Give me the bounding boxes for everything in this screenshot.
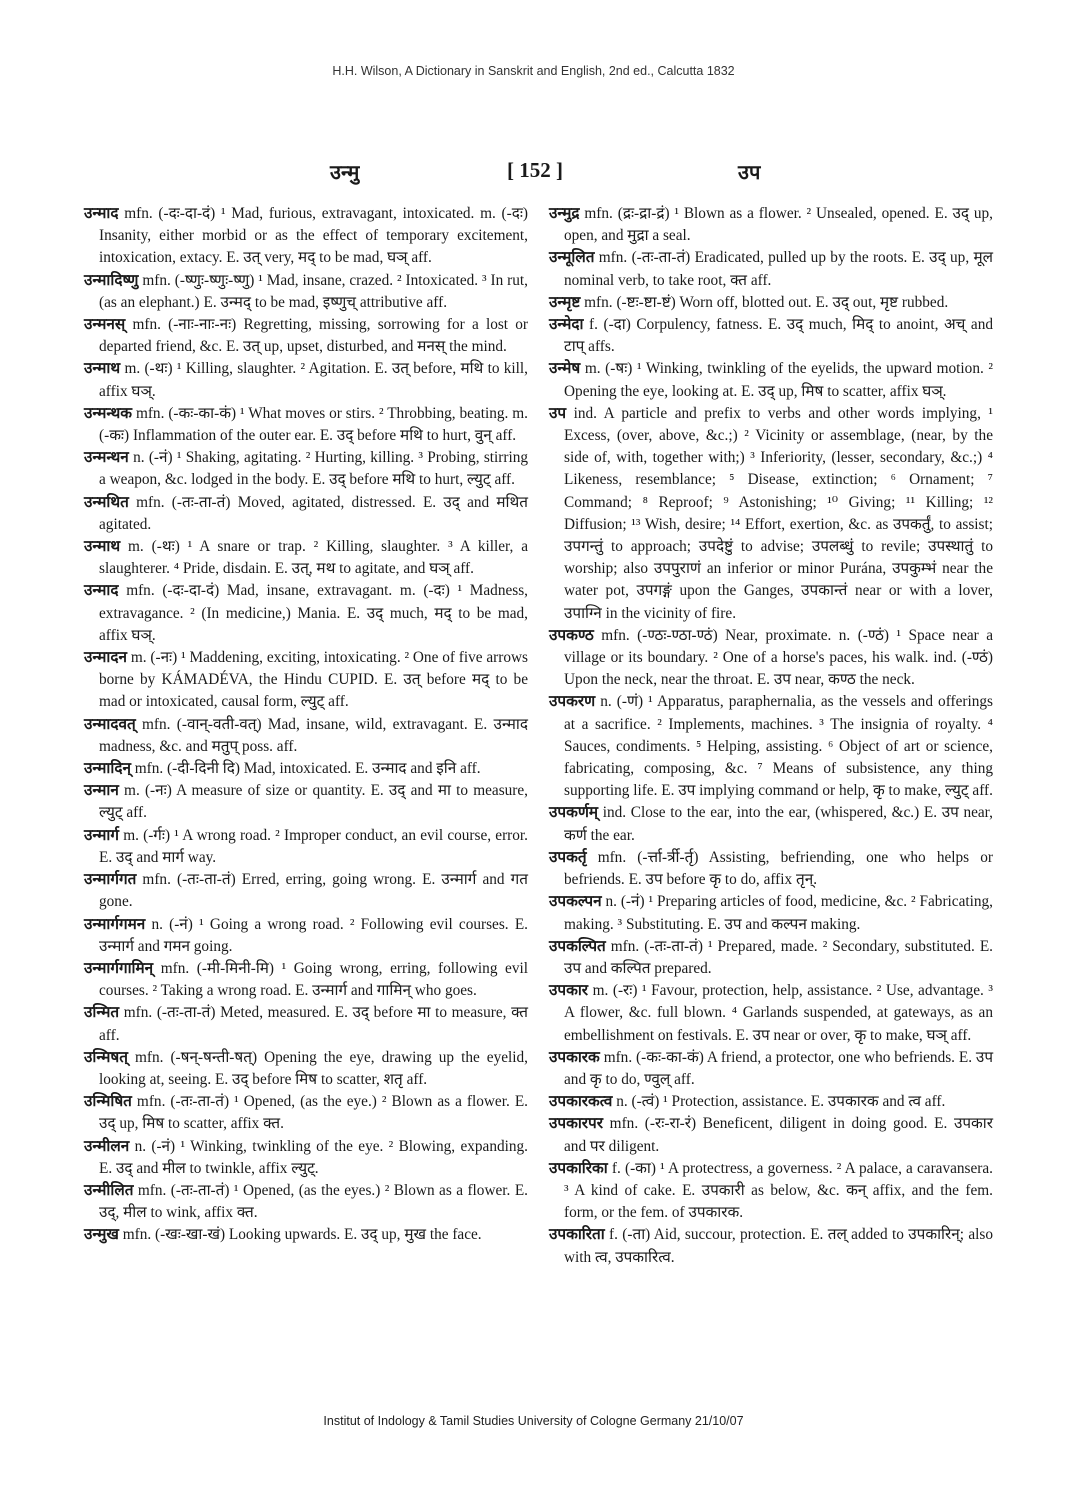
headword: उन्मेष bbox=[549, 360, 581, 378]
definition: mfn. (-तः-ता-तं) ¹ Opened, (as the eyes.) ² Blown as a flower. E. उद्, मील to wink, affix क्त. bbox=[99, 1181, 528, 1222]
definition: mfn. (-कः-का-कं) A friend, a protector, one who befriends. E. उप and कृ to do, ण्वुल् aff. bbox=[564, 1048, 994, 1088]
dictionary-entry bbox=[549, 292, 993, 314]
definition: f. (-का) ¹ A protectress, a governess. ² A palace, a caravansera. ³ A kind of cake. E. उपकारी as below, &c. कन् affix, and the fem. form, or the fem. of उपकारक. bbox=[564, 1159, 994, 1222]
dictionary-entry bbox=[84, 869, 528, 913]
dictionary-entry bbox=[84, 1180, 528, 1224]
headword: उन्मेदा bbox=[549, 316, 584, 334]
definition: n. (-नं) ¹ Preparing articles of food, medicine, &c. ² Fabricating, making. ³ Substituting. E. उप and कल्पन making. bbox=[564, 893, 993, 933]
headword: उन्माद bbox=[84, 582, 119, 600]
headword: उन्माद bbox=[84, 205, 119, 222]
definition: mfn. (-खः-खा-खं) Looking upwards. E. उद् up, मुख the face. bbox=[122, 1226, 482, 1244]
dictionary-entry bbox=[549, 1158, 993, 1225]
headword: उन्मृष्ट bbox=[549, 293, 581, 311]
dictionary-entry bbox=[549, 980, 993, 1047]
headword: उपकर्णम् bbox=[549, 804, 599, 822]
definition: m. (-नः) ¹ Maddening, exciting, intoxicating. ² One of five arrows borne by KÁMADÉVA, the Hindu CUPID. E. उत् before मद् to be mad or intoxicated, causal form, ल्युट् aff. bbox=[99, 649, 529, 711]
definition: n. (-नं) ¹ Shaking, agitating. ² Hurting, killing. ³ Probing, stirring a weapon, &c. lodged in the body. E. उद् before मथि to hurt, ल्युट् aff. bbox=[99, 449, 529, 489]
dictionary-entry bbox=[84, 536, 528, 580]
definition: mfn. (-नाः-नाः-नः) Regretting, missing, sorrowing for a lost or departed friend, &c. E. उत् up, upset, disturbed, and मनस् the mind. bbox=[99, 316, 529, 356]
dictionary-entry bbox=[84, 825, 528, 869]
headword: उन्मिषित bbox=[84, 1093, 132, 1111]
dictionary-entry bbox=[84, 314, 528, 358]
running-head-right: उप bbox=[738, 162, 761, 184]
headword: उपकारपर bbox=[549, 1115, 603, 1133]
headword: उपकल्पित bbox=[549, 937, 606, 955]
dictionary-entry bbox=[549, 203, 993, 247]
headword: उपकारिका bbox=[549, 1159, 608, 1177]
page-number: [ 152 ] bbox=[507, 158, 563, 182]
headword: उन्मथित bbox=[84, 493, 129, 511]
dictionary-entry bbox=[549, 625, 993, 692]
definition: mfn. (-तः-ता-तं) Meted, measured. E. उद् before मा to measure, क्त aff. bbox=[99, 1004, 528, 1044]
dictionary-entry bbox=[84, 758, 528, 780]
dictionary-entry bbox=[84, 780, 528, 824]
dictionary-entry bbox=[84, 580, 528, 647]
dictionary-entry bbox=[549, 691, 993, 802]
definition: mfn. (-कः-का-कं) ¹ What moves or stirs. ² Throbbing, beating. m. (-कः) Inflammation of the outer ear. E. उद् before मथि to hurt, वुन् aff. bbox=[99, 404, 529, 445]
dictionary-entry bbox=[549, 314, 993, 358]
dictionary-entry bbox=[84, 1136, 528, 1180]
dictionary-entry bbox=[549, 1224, 993, 1268]
headword: उन्मान bbox=[84, 782, 119, 800]
definition: n. (-नं) ¹ Going a wrong road. ² Following evil courses. E. उन्मार्ग and गमन going. bbox=[99, 915, 529, 955]
definition: ind. A particle and prefix to verbs and other words implying, ¹ Excess, (over, above, &c.;) ² Vicinity or assemblage, (near, by the side of, with, together with;) ³ Inferiority, (lesser, secondary, &c.;) ⁴ Likeness, resemblance; ⁵ Disease, extinction; ⁶ Ornament; ⁷ Command; ⁸ Reproof; ⁹ Astonishing; ¹⁰ Giving; ¹¹ Killing; ¹² Diffusion; ¹³ Wish, desire; ¹⁴ Effort, exertion, &c. as उपकर्तुं, to assist; उपगन्तुं to approach; उपदेष्टुं to advise; उपलब्धुं to revile; उपस्थातुं to worship; also उपपुराणं an inferior or minor Purána, उपकुम्भं near the water pot, उपगङ्गं upon the Ganges, उपकान्तं near or with a lover, उपाग्नि in the vicinity of fire. bbox=[564, 404, 994, 622]
headword: उन्मादिन् bbox=[84, 760, 131, 778]
dictionary-entry bbox=[84, 647, 528, 714]
definition: mfn. (-दः-दा-दं) ¹ Mad, furious, extravagant, intoxicated. m. (-दः) Insanity, either morbid or as the effect of temporary excitement, intoxication, extacy. E. उत् very, मद् to be mad, घञ् aff. bbox=[99, 205, 529, 267]
source-credit: H.H. Wilson, A Dictionary in Sanskrit and English, 2nd ed., Calcutta 1832 bbox=[332, 64, 735, 78]
definition: m. (-र्गः) ¹ A wrong road. ² Improper conduct, an evil course, error. E. उद् and मार्ग way. bbox=[99, 826, 528, 866]
headword: उन्माथ bbox=[84, 360, 121, 378]
dictionary-entry bbox=[84, 447, 528, 491]
dictionary-entry bbox=[84, 403, 528, 447]
definition: mfn. (-तः-ता-तं) Moved, agitated, distressed. E. उद् and मथित agitated. bbox=[99, 493, 528, 533]
headword: उन्मादिष्णु bbox=[84, 271, 139, 289]
dictionary-entry bbox=[549, 1091, 993, 1113]
right-column bbox=[549, 203, 993, 1269]
headword: उन्मादन bbox=[84, 649, 127, 667]
headword: उपकार bbox=[549, 982, 589, 1000]
definition: mfn. (-ण्ठः-ण्ठा-ण्ठं) Near, proximate. n. (-ण्ठं) ¹ Space near a village or its boundary. ² One of a horse's paces, his walk. ind. (-ण्ठं) Upon the neck, near the throat. E. उप near, कण्ठ the neck. bbox=[564, 626, 993, 689]
definition: mfn. (-तः-ता-तं) ¹ Prepared, made. ² Secondary, substituted. E. उप and कल्पित prepared. bbox=[564, 937, 993, 977]
dictionary-entry bbox=[549, 1113, 993, 1157]
definition: mfn. (-दः-दा-दं) Mad, insane, extravagant. m. (-दः) ¹ Madness, extravagance. ² (In medicine,) Mania. E. उद् much, मद् to be mad, affix घञ्. bbox=[99, 582, 528, 644]
definition: mfn. (-षन्-षन्ती-षत्) Opening the eye, drawing up the eyelid, looking at, seeing. E. उद् before मिष to scatter, शतृ aff. bbox=[99, 1048, 528, 1088]
headword: उन्मीलित bbox=[84, 1181, 134, 1199]
headword: उन्मनस् bbox=[84, 316, 126, 334]
definition: mfn. (-वान्-वती-वत्) Mad, insane, wild, extravagant. E. उन्माद madness, &c. and मतुप् poss. aff. bbox=[99, 715, 528, 755]
footer-credit: Institut of Indology & Tamil Studies University of Cologne Germany 21/10/07 bbox=[323, 1414, 744, 1428]
headword: उपकारकत्व bbox=[549, 1093, 613, 1111]
headword: उन्माथ bbox=[84, 538, 121, 556]
running-head-left: उन्मु bbox=[330, 162, 360, 184]
headword: उन्मार्गगत bbox=[84, 871, 137, 889]
definition: mfn. (द्रः-द्रा-द्रं) ¹ Blown as a flower. ² Unsealed, opened. E. उद् up, open, and मुद्रा a seal. bbox=[564, 205, 993, 245]
dictionary-entry bbox=[549, 403, 993, 625]
dictionary-entry bbox=[549, 1047, 993, 1091]
headword: उन्मुद्र bbox=[549, 205, 580, 222]
headword: उन्मार्गगामिन् bbox=[84, 959, 154, 977]
definition: n. (-णं) ¹ Apparatus, paraphernalia, as the vessels and offerings at a sacrifice. ² Implements, machines. ³ The insignia of royalty. ⁴ Sauces, condiments. ⁵ Helping, assisting. ⁶ Object of art or science, fabricating, composing, &c. ⁷ Means of subsistence, any thing supporting life. E. उप implying command or help, कृ to make, ल्युट् aff. bbox=[564, 693, 993, 800]
dictionary-entry bbox=[84, 914, 528, 958]
definition: mfn. (-ष्टः-ष्टा-ष्टं) Worn off, blotted out. E. उद् out, मृष्ट rubbed. bbox=[584, 293, 949, 311]
definition: mfn. (-र्त्ता-र्त्री-र्तृ) Assisting, befriending, one who helps or befriends. E. उप before कृ to do, affix तृन्. bbox=[564, 848, 993, 889]
headword: उन्मार्गगमन bbox=[84, 915, 146, 933]
dictionary-entry bbox=[549, 802, 993, 846]
definition: n. (-नं) ¹ Winking, twinkling of the eye. ² Blowing, expanding. E. उद् and मील to twinkle, affix ल्युट्. bbox=[99, 1137, 529, 1177]
dictionary-entry bbox=[84, 203, 528, 270]
definition: ind. Close to the ear, into the ear, (whispered, &c.) E. उप near, कर्ण the ear. bbox=[564, 804, 993, 844]
dictionary-entry bbox=[84, 270, 528, 314]
headword: उन्मिषत् bbox=[84, 1048, 128, 1066]
definition: mfn. (-रः-रा-रं) Beneficent, diligent in doing good. E. उपकार and पर diligent. bbox=[564, 1115, 994, 1155]
definition: mfn. (-मी-मिनी-मि) ¹ Going wrong, erring, following evil courses. ² Taking a wrong road. E. उन्मार्ग and गामिन् who goes. bbox=[99, 959, 528, 1000]
definition: f. (-दा) Corpulency, fatness. E. उद् much, मिद् to anoint, अच् and टाप् affs. bbox=[564, 316, 993, 356]
headword: उन्मादवत् bbox=[84, 715, 136, 733]
headword: उपकर्तृ bbox=[549, 848, 587, 866]
headword: उन्मन्थन bbox=[84, 449, 129, 467]
definition: m. (-थः) ¹ A snare or trap. ² Killing, slaughter. ³ A killer, a slaughterer. ⁴ Pride, disdain. E. उत्, मथ to agitate, and घञ् aff. bbox=[99, 538, 528, 578]
dictionary-entry bbox=[84, 958, 528, 1002]
definition: m. (-नः) A measure of size or quantity. E. उद् and मा to measure, ल्युट् aff. bbox=[99, 782, 529, 822]
headword: उपकल्पन bbox=[549, 893, 602, 911]
dictionary-entry bbox=[84, 1091, 528, 1135]
headword: उप bbox=[549, 404, 567, 422]
headword: उपकारिता bbox=[549, 1226, 605, 1244]
definition: mfn. (-तः-ता-तं) Eradicated, pulled up by the roots. E. उद् up, मूल nominal verb, to take root, क्त aff. bbox=[564, 249, 993, 289]
headword: उन्मित bbox=[84, 1004, 120, 1022]
headword: उन्मार्ग bbox=[84, 826, 119, 844]
headword: उपकरण bbox=[549, 693, 596, 711]
headword: उन्मीलन bbox=[84, 1137, 130, 1155]
definition: m. (-रः) ¹ Favour, protection, help, assistance. ² Use, advantage. ³ A flower, &c. full blown. ⁴ Garlands suspended, at gateways, as an embellishment on festivals. E. उप near or over, कृ to make, घञ् aff. bbox=[564, 982, 993, 1044]
headword: उपकण्ठ bbox=[549, 626, 594, 644]
dictionary-entry bbox=[84, 358, 528, 402]
dictionary-entry bbox=[84, 714, 528, 758]
headword: उन्मन्थक bbox=[84, 404, 133, 422]
dictionary-entry bbox=[549, 891, 993, 935]
dictionary-entry bbox=[549, 847, 993, 891]
definition: mfn. (-ष्णुः-ष्णुः-ष्णु) ¹ Mad, insane, crazed. ² Intoxicated. ³ In rut, (as an elephant.) E. उन्मद् to be mad, इष्णुच् attributive aff. bbox=[99, 271, 528, 311]
definition: mfn. (-दी-दिनी दि) Mad, intoxicated. E. उन्माद and इनि aff. bbox=[134, 760, 481, 778]
dictionary-entry bbox=[549, 936, 993, 980]
definition: f. (-ता) Aid, succour, protection. E. तल् added to उपकारिन्; also with त्व, उपकारित्व. bbox=[564, 1226, 994, 1266]
definition: m. (-थः) ¹ Killing, slaughter. ² Agitation. E. उत् before, मथि to kill, affix घञ्. bbox=[99, 360, 529, 400]
definition: m. (-षः) ¹ Winking, twinkling of the eyelids, the upward motion. ² Opening the eye, looking at. E. उद् up, मिष to scatter, affix घञ्. bbox=[564, 360, 993, 400]
dictionary-entry bbox=[84, 1002, 528, 1046]
dictionary-entry bbox=[549, 358, 993, 402]
dictionary-entry bbox=[84, 1047, 528, 1091]
headword: उन्मूलित bbox=[549, 249, 595, 267]
definition: mfn. (-तः-ता-तं) ¹ Opened, (as the eye.) ² Blown as a flower. E. उद् up, मिष to scatter, affix क्त. bbox=[99, 1093, 528, 1133]
left-column bbox=[84, 203, 528, 1247]
definition: n. (-त्वं) ¹ Protection, assistance. E. उपकारक and त्व aff. bbox=[616, 1093, 946, 1111]
dictionary-entry bbox=[549, 247, 993, 291]
headword: उपकारक bbox=[549, 1048, 600, 1066]
dictionary-entry bbox=[84, 1224, 528, 1246]
definition: mfn. (-तः-ता-तं) Erred, erring, going wrong. E. उन्मार्ग and गत gone. bbox=[99, 871, 528, 911]
dictionary-entry bbox=[84, 492, 528, 536]
headword: उन्मुख bbox=[84, 1226, 119, 1244]
